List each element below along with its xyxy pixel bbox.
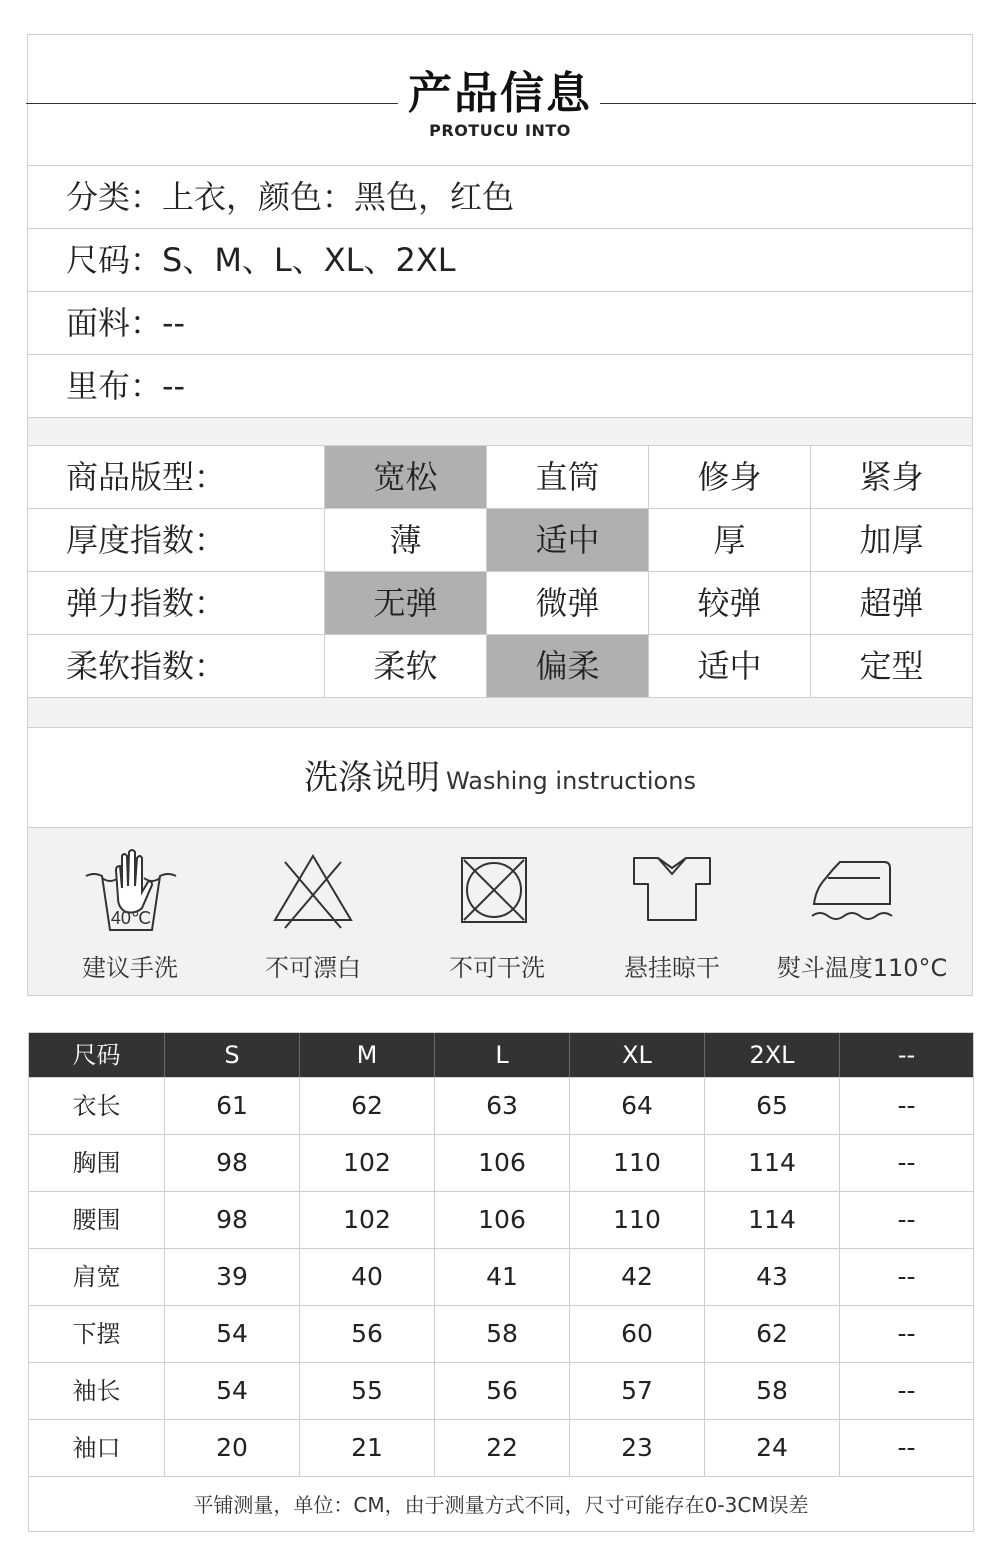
size-table-cell: -- — [839, 1420, 973, 1476]
size-table-header-cell: 尺码 — [72, 1041, 121, 1069]
index-option: 修身 — [648, 446, 810, 508]
size-table-cell: 102 — [299, 1135, 434, 1191]
size-table-cell: 54 — [164, 1306, 299, 1362]
washing-icons — [28, 827, 972, 995]
info-row-fabric: 面料：-- — [28, 291, 972, 354]
size-table-cell: 61 — [164, 1078, 299, 1134]
size-table-row-label: 胸围 — [72, 1149, 121, 1177]
table-row — [29, 1248, 973, 1305]
size-table-cell: 41 — [434, 1249, 569, 1305]
size-table-cell: 114 — [704, 1192, 839, 1248]
table-row — [29, 1305, 973, 1362]
washing-title-en: Washing instructions — [446, 767, 696, 795]
size-table-row-label: 袖长 — [72, 1377, 121, 1405]
index-option: 定型 — [810, 635, 972, 697]
size-table-header-cell: -- — [839, 1033, 973, 1077]
size-table-cell: 62 — [299, 1078, 434, 1134]
page-title: 产品信息 — [408, 68, 592, 119]
size-table-cell: 57 — [569, 1363, 704, 1419]
size-table-header-cell: 2XL — [704, 1033, 839, 1077]
index-option: 超弹 — [810, 572, 972, 634]
index-row-fit — [28, 445, 972, 508]
size-table-row-label: 衣长 — [72, 1092, 121, 1120]
index-option: 宽松 — [324, 446, 486, 508]
size-table-cell: 56 — [299, 1306, 434, 1362]
size-table-row-label: 腰围 — [72, 1206, 121, 1234]
index-option: 厚 — [648, 509, 810, 571]
index-option: 紧身 — [810, 446, 972, 508]
size-table-header-cell: S — [164, 1033, 299, 1077]
index-option: 适中 — [486, 509, 648, 571]
size-table-cell: -- — [839, 1192, 973, 1248]
size-table-cell: -- — [839, 1363, 973, 1419]
index-row-softness — [28, 634, 972, 697]
size-table-cell: 43 — [704, 1249, 839, 1305]
size-table-row-label: 袖口 — [72, 1434, 121, 1462]
section-gap — [28, 697, 972, 727]
no-dry-clean-icon — [460, 848, 530, 940]
index-option: 微弹 — [486, 572, 648, 634]
table-row — [29, 1362, 973, 1419]
size-table-cell: 20 — [164, 1420, 299, 1476]
index-option: 较弹 — [648, 572, 810, 634]
wash-label: 建议手洗 — [82, 954, 178, 982]
info-row-lining: 里布：-- — [28, 354, 972, 417]
size-table-cell: 114 — [704, 1135, 839, 1191]
size-table-cell: 24 — [704, 1420, 839, 1476]
hang-dry-icon — [630, 848, 714, 940]
size-table-cell: 55 — [299, 1363, 434, 1419]
index-option: 无弹 — [324, 572, 486, 634]
size-table-header-cell: M — [299, 1033, 434, 1077]
size-table-cell: 40 — [299, 1249, 434, 1305]
size-table-cell: 98 — [164, 1135, 299, 1191]
page-subtitle: PROTUCU INTO — [429, 121, 571, 140]
index-option: 薄 — [324, 509, 486, 571]
size-table-cell: 64 — [569, 1078, 704, 1134]
info-row-category: 分类：上衣，颜色：黑色，红色 — [28, 165, 972, 228]
size-table-header-cell: XL — [569, 1033, 704, 1077]
product-info-card — [27, 34, 973, 996]
section-header — [28, 35, 972, 165]
size-table-cell: 106 — [434, 1135, 569, 1191]
table-row — [29, 1191, 973, 1248]
size-table — [28, 1032, 974, 1532]
size-table-cell: 39 — [164, 1249, 299, 1305]
size-table-cell: 22 — [434, 1420, 569, 1476]
size-table-cell: 98 — [164, 1192, 299, 1248]
index-option: 适中 — [648, 635, 810, 697]
size-table-cell: 58 — [434, 1306, 569, 1362]
size-table-cell: 56 — [434, 1363, 569, 1419]
size-table-cell: 102 — [299, 1192, 434, 1248]
size-table-cell: 54 — [164, 1363, 299, 1419]
table-row — [29, 1077, 973, 1134]
size-table-cell: 63 — [434, 1078, 569, 1134]
wash-label: 不可漂白 — [265, 954, 361, 982]
size-table-header — [29, 1033, 973, 1077]
size-table-cell: 65 — [704, 1078, 839, 1134]
size-table-cell: 21 — [299, 1420, 434, 1476]
index-option: 柔软 — [324, 635, 486, 697]
index-row-thickness — [28, 508, 972, 571]
wash-label: 悬挂晾干 — [624, 954, 720, 982]
washing-title-cn: 洗涤说明 — [304, 758, 441, 798]
index-row-elasticity — [28, 571, 972, 634]
index-label: 弹力指数： — [66, 584, 227, 622]
wash-temperature: 40℃ — [110, 908, 152, 928]
size-table-cell: 23 — [569, 1420, 704, 1476]
size-table-cell: -- — [839, 1078, 973, 1134]
no-bleach-icon — [271, 848, 355, 940]
size-table-cell: -- — [839, 1306, 973, 1362]
iron-icon — [810, 848, 900, 940]
size-table-cell: 58 — [704, 1363, 839, 1419]
size-table-cell: 60 — [569, 1306, 704, 1362]
index-option: 偏柔 — [486, 635, 648, 697]
wash-label: 不可干洗 — [449, 954, 545, 982]
size-table-cell: 110 — [569, 1192, 704, 1248]
size-table-cell: 110 — [569, 1135, 704, 1191]
index-label: 商品版型： — [66, 458, 227, 496]
index-option: 直筒 — [486, 446, 648, 508]
size-table-cell: 62 — [704, 1306, 839, 1362]
index-label: 柔软指数： — [66, 647, 227, 685]
section-gap — [28, 417, 972, 445]
size-table-cell: 106 — [434, 1192, 569, 1248]
size-table-cell: -- — [839, 1135, 973, 1191]
size-table-header-cell: L — [434, 1033, 569, 1077]
hand-wash-icon — [80, 848, 180, 940]
wash-label: 熨斗温度110°C — [776, 954, 948, 982]
index-label: 厚度指数： — [66, 521, 227, 559]
table-row — [29, 1134, 973, 1191]
size-table-note: 平铺测量，单位：CM，由于测量方式不同，尺寸可能存在0-3CM误差 — [29, 1476, 973, 1532]
size-table-cell: -- — [839, 1249, 973, 1305]
table-row — [29, 1419, 973, 1476]
size-table-cell: 42 — [569, 1249, 704, 1305]
info-row-size: 尺码：S、M、L、XL、2XL — [28, 228, 972, 291]
washing-title — [28, 727, 972, 827]
index-option: 加厚 — [810, 509, 972, 571]
size-table-row-label: 下摆 — [72, 1320, 121, 1348]
size-table-row-label: 肩宽 — [72, 1263, 121, 1291]
